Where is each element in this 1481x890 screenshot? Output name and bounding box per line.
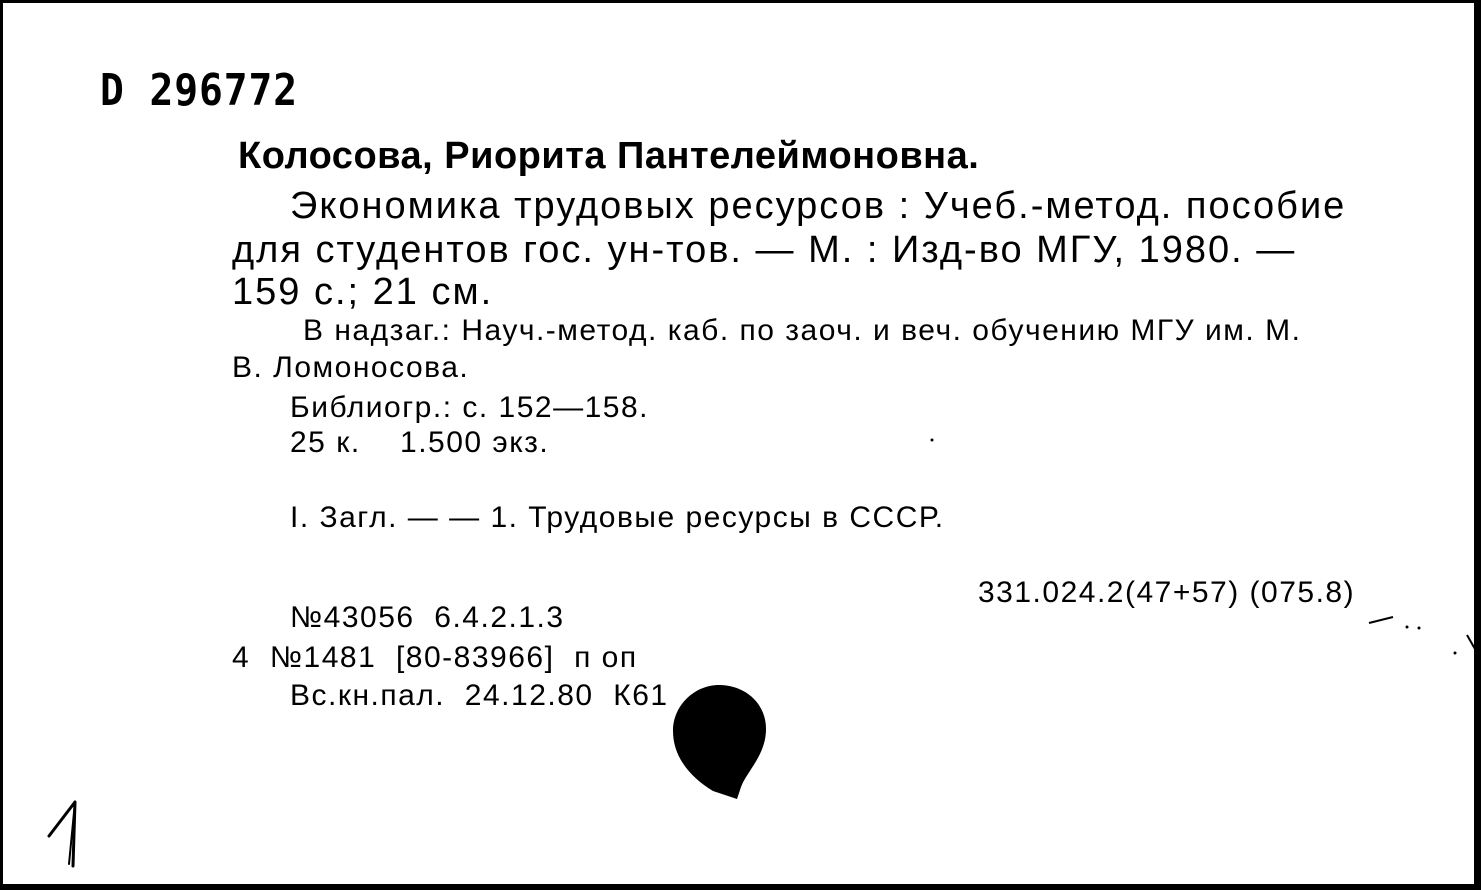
imprint-line: №43056 6.4.2.1.3 [290, 601, 565, 634]
note-line: 25 к. 1.500 экз. [290, 426, 550, 459]
punch-hole [671, 683, 771, 803]
title-line: для студентов гос. ун-тов. — М. : Изд-во МГУ, 1980. — [232, 229, 1297, 271]
note-line: В. Ломоносова. [232, 351, 470, 384]
note-line: Библиогр.: с. 152—158. [290, 391, 649, 424]
author-heading: Колосова, Риорита Пантелеймоновна. [238, 135, 980, 177]
tracings-line: I. Загл. — — 1. Трудовые ресурсы в СССР. [290, 501, 945, 534]
imprint-line: Вс.кн.пал. 24.12.80 К61 [290, 679, 669, 712]
udc-classification: 331.024.2(47+57) (075.8) [978, 576, 1356, 609]
title-line: 159 с.; 21 см. [232, 271, 494, 313]
note-line: В надзаг.: Науч.-метод. каб. по заоч. и веч. обучению МГУ им. М. [303, 314, 1302, 347]
ink-speck [927, 435, 937, 445]
handwritten-mark [45, 796, 95, 871]
ink-specks [1447, 631, 1479, 657]
title-line: Экономика трудовых ресурсов : Учеб.-метод. пособие [290, 185, 1347, 227]
ink-specks [1363, 609, 1433, 635]
imprint-line: 4 №1481 [80-83966] п оп [232, 641, 638, 674]
inventory-number: D 296772 [100, 65, 298, 116]
